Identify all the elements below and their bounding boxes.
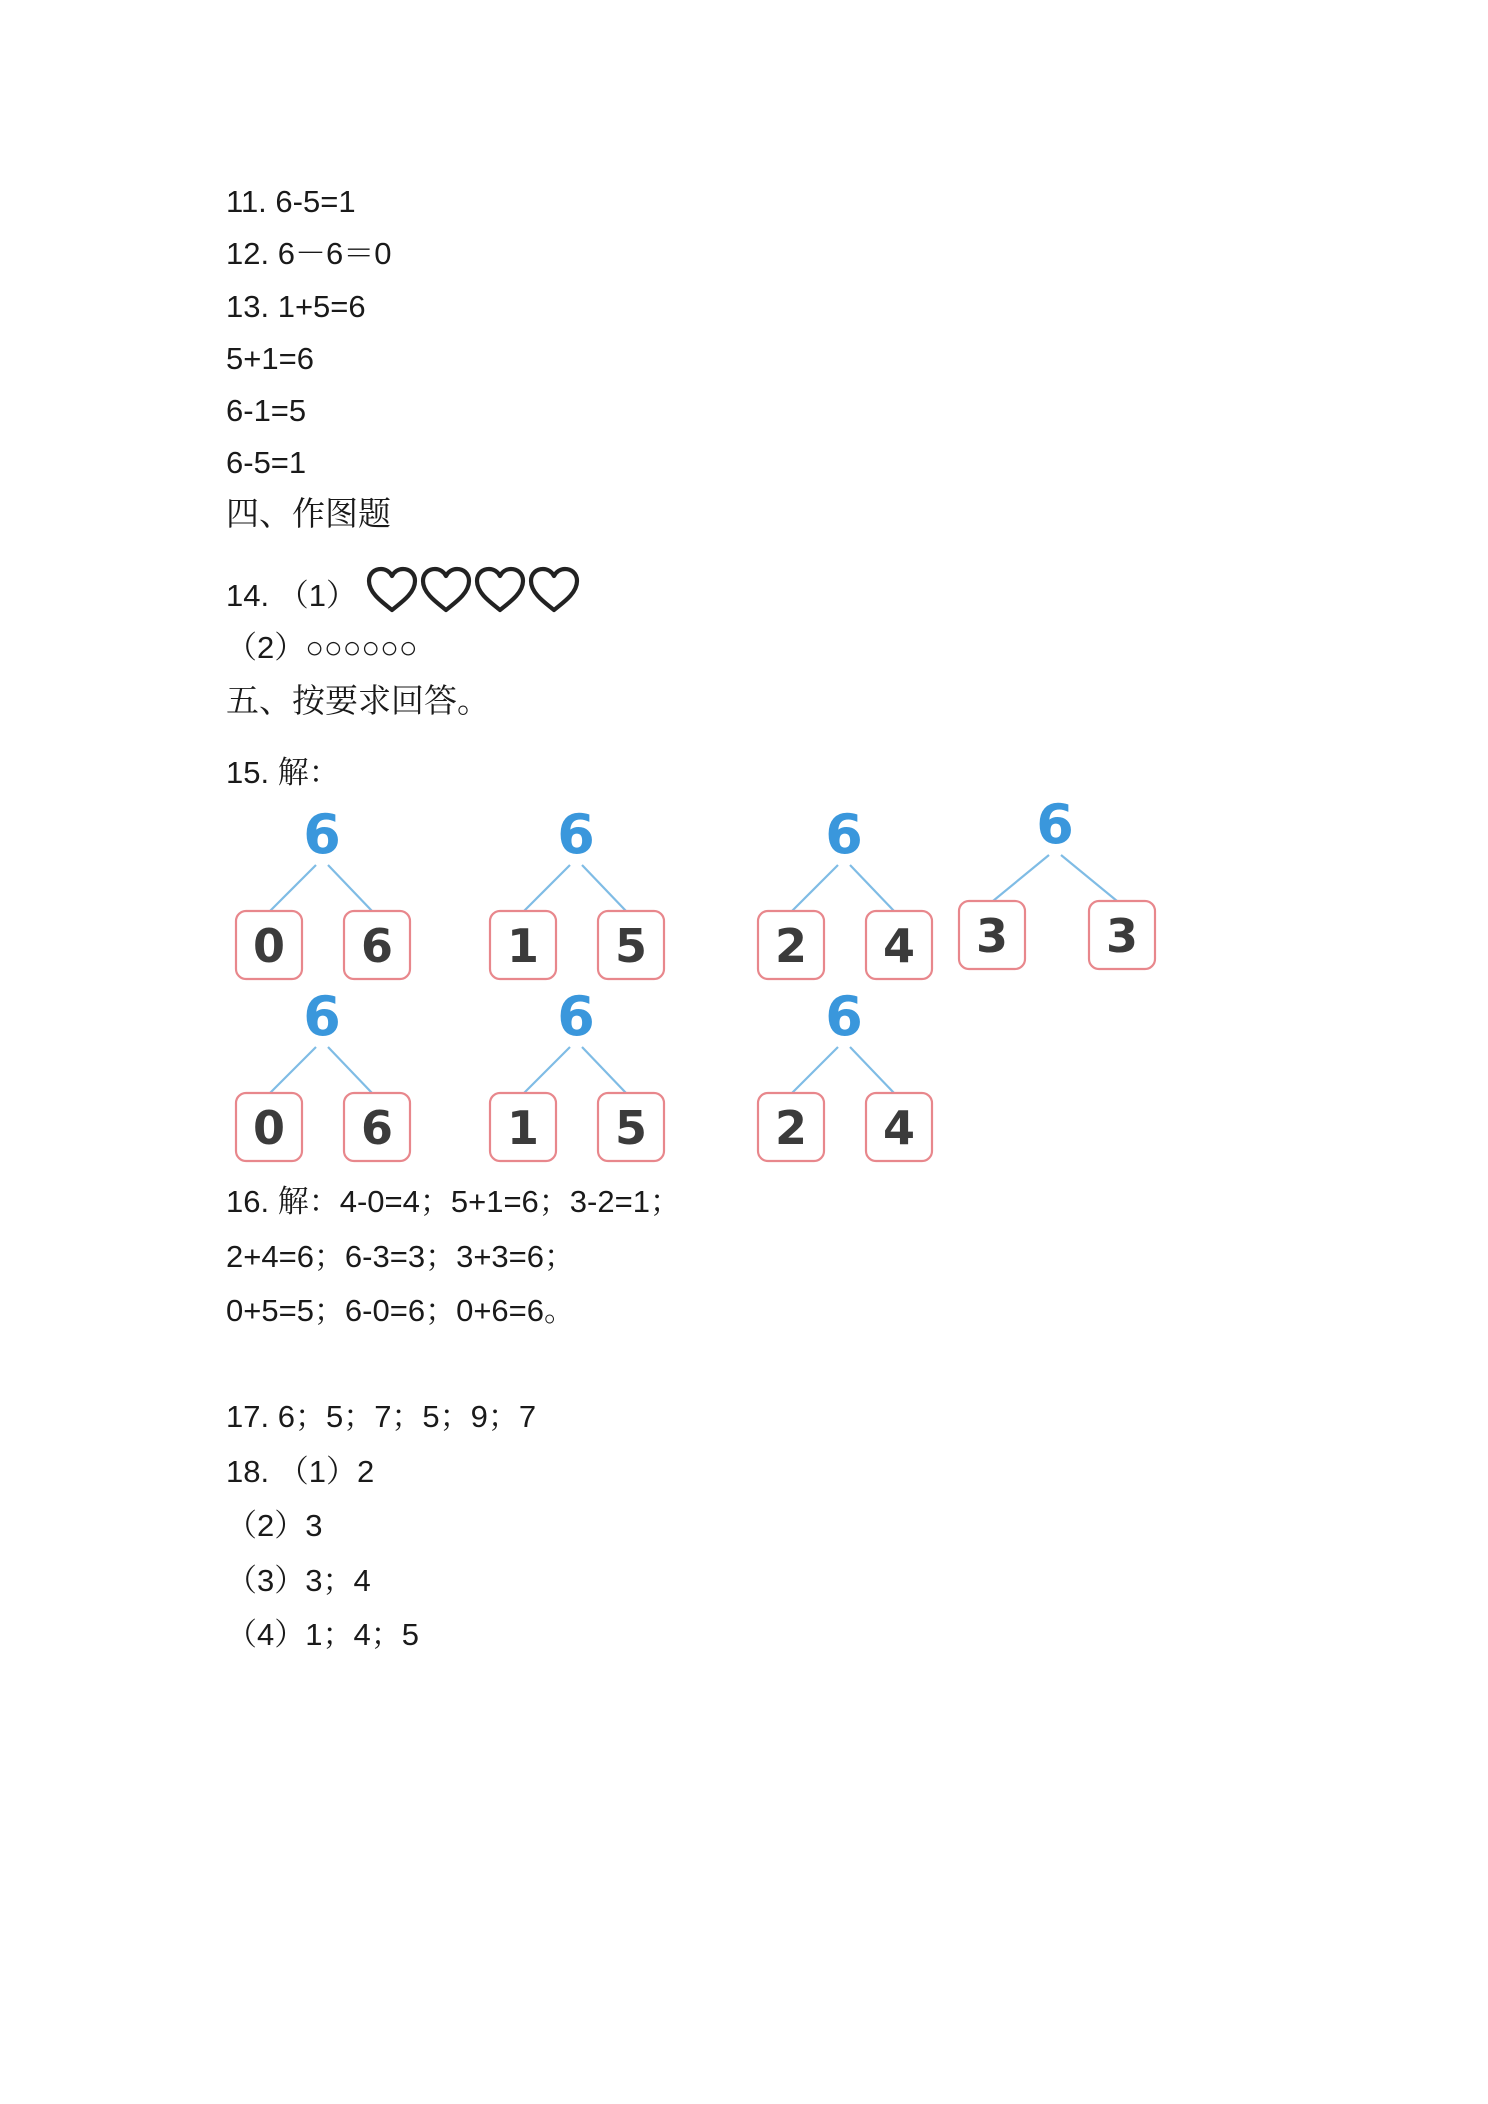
tree-left-number: 3 xyxy=(975,909,1009,963)
tree-right-number: 6 xyxy=(360,919,394,973)
heart-icon xyxy=(473,565,527,615)
tree-branch-right xyxy=(328,865,372,911)
tree-branch-left xyxy=(524,865,570,911)
tree-branch-left xyxy=(792,865,838,911)
heart-icon xyxy=(365,565,419,615)
tree-right-number: 6 xyxy=(360,1101,394,1155)
tree-top-number: 6 xyxy=(557,803,595,866)
answer-16-line-1: 16. 解：4-0=4；5+1=6；3-2=1； xyxy=(226,1184,681,1219)
tree-branch-left xyxy=(993,855,1049,901)
tree-branch-left xyxy=(792,1047,838,1093)
section-heading-drawing: 四、作图题 xyxy=(226,494,391,533)
heart-icon xyxy=(527,565,581,615)
tree-top-number: 6 xyxy=(825,985,863,1048)
tree-left-number: 1 xyxy=(506,1101,540,1155)
tree-branch-left xyxy=(270,865,316,911)
number-tree xyxy=(480,795,680,995)
tree-right-number: 5 xyxy=(614,1101,648,1155)
tree-left-number: 2 xyxy=(774,1101,808,1155)
tree-right-number: 4 xyxy=(882,1101,916,1155)
tree-top-number: 6 xyxy=(825,803,863,866)
heart-icon xyxy=(419,565,473,615)
tree-top-number: 6 xyxy=(557,985,595,1048)
tree-branch-left xyxy=(524,1047,570,1093)
tree-left-number: 0 xyxy=(252,1101,286,1155)
tree-right-number: 3 xyxy=(1105,909,1139,963)
answer-13-line-3: 6-1=5 xyxy=(226,393,307,428)
tree-branch-right xyxy=(328,1047,372,1093)
answer-14-part-1 xyxy=(226,568,581,628)
answer-13: 13. 1+5=6 xyxy=(226,289,366,324)
tree-right-number: 5 xyxy=(614,919,648,973)
tree-top-number: 6 xyxy=(303,985,341,1048)
answer-18-part-3: （3）3；4 xyxy=(226,1563,371,1598)
section-heading-answer: 五、按要求回答。 xyxy=(226,681,490,720)
tree-top-number: 6 xyxy=(303,803,341,866)
hearts-drawing xyxy=(365,565,581,625)
tree-left-number: 0 xyxy=(252,919,286,973)
number-tree xyxy=(226,977,426,1177)
answer-16-line-3: 0+5=5；6-0=6；0+6=6。 xyxy=(226,1293,576,1328)
answer-12: 12. 6－6＝0 xyxy=(226,236,392,271)
tree-branch-right xyxy=(850,865,894,911)
tree-branch-right xyxy=(850,1047,894,1093)
number-tree xyxy=(955,785,1155,985)
number-tree xyxy=(748,977,948,1177)
answer-18-part-4: （4）1；4；5 xyxy=(226,1617,419,1652)
tree-left-number: 1 xyxy=(506,919,540,973)
answer-13-line-4: 6-5=1 xyxy=(226,445,307,480)
tree-left-number: 2 xyxy=(774,919,808,973)
number-tree xyxy=(748,795,948,995)
answer-14-label: 14. （1） xyxy=(226,578,357,614)
tree-top-number: 6 xyxy=(1036,793,1074,856)
answer-11: 11. 6-5=1 xyxy=(226,184,356,219)
answer-17: 17. 6；5；7；5；9；7 xyxy=(226,1399,537,1434)
answer-13-line-2: 5+1=6 xyxy=(226,341,314,376)
number-tree xyxy=(226,795,426,995)
tree-branch-right xyxy=(582,865,626,911)
answer-16-line-2: 2+4=6；6-3=3；3+3=6； xyxy=(226,1239,576,1274)
tree-branch-left xyxy=(270,1047,316,1093)
answer-14-part-2: （2）○○○○○○ xyxy=(226,630,418,665)
tree-branch-right xyxy=(582,1047,626,1093)
tree-right-number: 4 xyxy=(882,919,916,973)
answer-18-part-1: 18. （1）2 xyxy=(226,1454,375,1489)
answer-18-part-2: （2）3 xyxy=(226,1508,323,1543)
answer-15: 15. 解： xyxy=(226,755,340,790)
tree-branch-right xyxy=(1061,855,1117,901)
number-tree xyxy=(480,977,680,1177)
